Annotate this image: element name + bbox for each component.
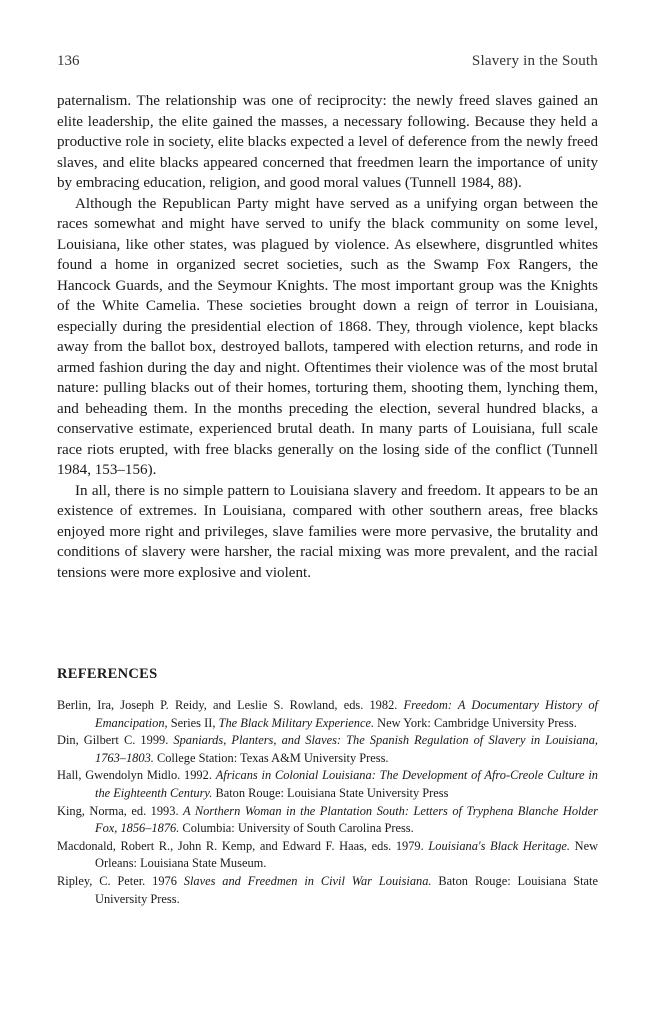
reference-title: Africans in Colonial Louisiana: The Development of Afro-Creole Culture in the Eighteenth Century. [95,768,598,800]
reference-authors: Din, Gilbert C. 1999. [57,733,174,748]
reference-authors: Berlin, Ira, Joseph P. Reidy, and Leslie S. Rowland, eds. 1982. [57,698,404,712]
reference-title: Slaves and Freedmen in Civil War Louisiana. [183,873,432,888]
reference-title: Freedom: A Documentary History of Emancipation, [95,698,599,730]
reference-entry [57,767,598,802]
reference-publisher: Baton Rouge: Louisiana State University Press. [95,873,598,906]
reference-title: Louisiana's Black Heritage. [428,838,570,853]
reference-title: Spaniards, Planters, and Slaves: The Spanish Regulation of Slavery in Louisiana, 1763–1803. [95,733,598,765]
page-number: 136 [57,53,80,69]
reference-publisher: New Orleans: Louisiana State Museum. [95,838,599,871]
reference-entry [57,732,598,767]
reference-publisher: Baton Rouge: Louisiana State University Press [212,785,449,800]
reference-authors: Macdonald, Robert R., John R. Kemp, and Edward F. Haas, eds. 1979. [57,838,429,853]
reference-publisher: New York: Cambridge University Press. [374,715,577,730]
reference-subtitle: The Black Military Experience. [218,715,375,730]
paragraph: Although the Republican Party might have served as a unifying organ between the races somewhat and might have served to unify the black community on some level, Louisiana, like other states, was plagued by violence. As elsewhere, disgruntled whites found a home in organized secret societies, such as the Swamp Fox Rangers, the Hancock Guards, and the Seymour Knights. The most important group was the Knights of the White Camelia. These societies brought down a reign of terror in Louisiana, especially during the presidential election of 1868. They, through violence, kept blacks away from the ballot box, destroyed ballots, tampered with election returns, and rode in armed fashion during the day and night. Oftentimes their violence was of the most brutal nature: pulling blacks out of their homes, torturing them, shooting them, lynching them, and beheading them. In the months preceding the election, several hundred blacks, a conservative estimate, experienced brutal death. In many parts of Louisiana, full scale race riots erupted, with free blacks generally on the losing side of the conflict (Tunnell 1984, 153–156). [57,195,598,478]
reference-entry [57,697,598,732]
reference-authors: King, Norma, ed. 1993. [57,803,184,818]
reference-authors: Ripley, C. Peter. 1976 [57,873,184,888]
reference-publisher: College Station: Texas A&M University Press. [153,750,389,765]
body-text [57,91,598,583]
reference-publisher: Columbia: University of South Carolina Press. [179,821,414,836]
references-list [57,697,598,908]
reference-entry [57,803,598,838]
reference-entry [57,838,598,873]
reference-middle: Series II, [167,715,219,730]
reference-title: A Northern Woman in the Plantation South: Letters of Tryphena Blanche Holder Fox, 1856–1876. [95,803,598,836]
reference-entry [57,873,598,908]
running-title: Slavery in the South [471,53,598,69]
paragraph-continued: paternalism. The relationship was one of reciprocity: the newly freed slaves gained an elite leadership, the elite gained the masses, a necessary following. Because they held a productive role in society, elite blacks expected a level of deference from the newly freed slaves, and elite blacks appeared concerned that freedmen learn the importance of unity by embracing education, religion, and good moral values (Tunnell 1984, 88). [57,93,598,191]
paragraph: In all, there is no simple pattern to Louisiana slavery and freedom. It appears to be an existence of extremes. In Louisiana, compared with other southern areas, free blacks enjoyed more right and privileges, slave families were more pervasive, the brutality and conditions of slavery were harsher, the racial mixing was more prevalent, and the racial tensions were more explosive and violent. [57,482,598,581]
references-heading: REFERENCES [57,666,158,682]
reference-authors: Hall, Gwendolyn Midlo. 1992. [57,768,216,783]
